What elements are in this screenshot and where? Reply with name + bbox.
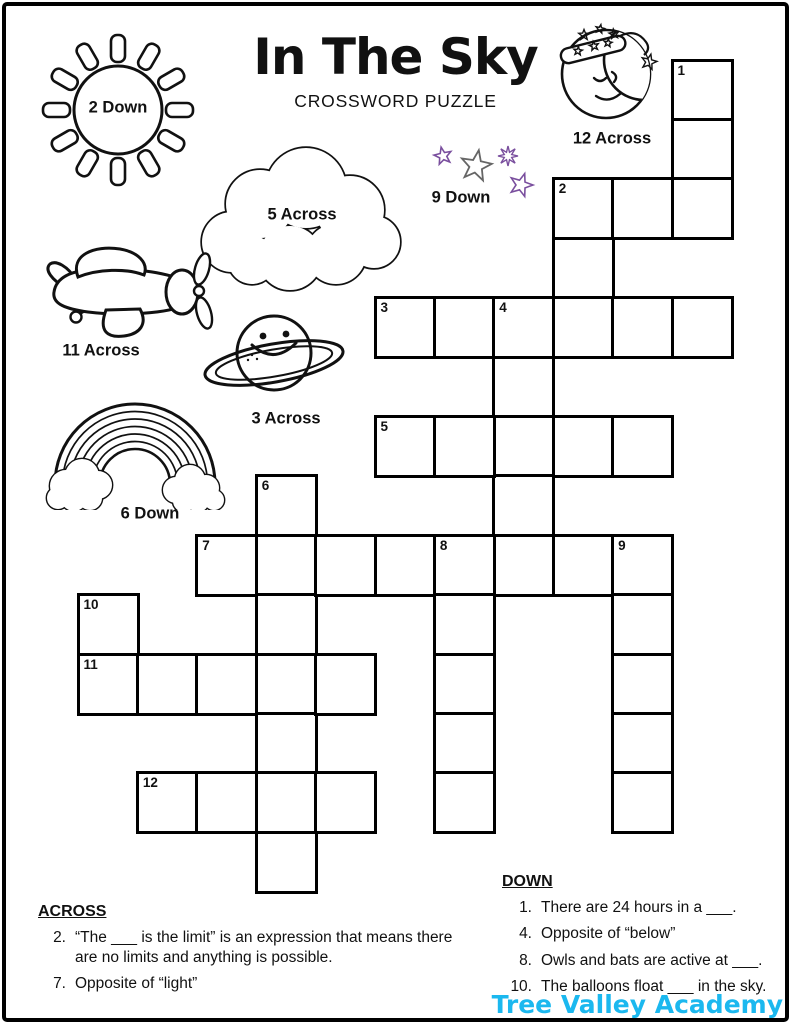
crossword-cell[interactable] bbox=[552, 296, 615, 359]
crossword-cell[interactable] bbox=[611, 593, 674, 656]
cell-number: 8 bbox=[439, 537, 448, 553]
crossword-cell[interactable] bbox=[492, 534, 555, 597]
clue-text: There are 24 hours in a ___. bbox=[541, 899, 737, 916]
airplane-illustration bbox=[36, 236, 224, 340]
brand: Tree Valley Academy bbox=[491, 990, 783, 1019]
cell-number: 7 bbox=[202, 537, 210, 553]
across-clues-section bbox=[38, 903, 474, 999]
crossword-cell[interactable] bbox=[314, 771, 377, 834]
stars-label: 9 Down bbox=[431, 188, 491, 207]
clue-text: Owls and bats are active at ___. bbox=[541, 951, 763, 969]
cell-number: 3 bbox=[380, 300, 389, 316]
crossword-cell[interactable] bbox=[492, 474, 555, 537]
crossword-cell[interactable] bbox=[492, 356, 555, 419]
clue-number: 8. bbox=[519, 951, 532, 969]
star-icon bbox=[511, 174, 533, 197]
cell-number: 4 bbox=[499, 300, 507, 316]
clue-number: 4. bbox=[519, 925, 532, 943]
clue-number: 10. bbox=[510, 977, 532, 995]
crossword-cell[interactable] bbox=[433, 653, 496, 716]
rainbow-illustration bbox=[38, 388, 233, 510]
crossword-cell[interactable] bbox=[433, 415, 496, 478]
page-title: In The Sky bbox=[253, 28, 538, 86]
crossword-cell[interactable] bbox=[611, 296, 674, 359]
crossword-cell[interactable] bbox=[255, 593, 318, 656]
crossword-cell[interactable] bbox=[552, 534, 615, 597]
clue-text: “The ___ is the limit” is an expression that means there are no limits and anything is possible. bbox=[75, 929, 453, 966]
crossword-cell[interactable] bbox=[433, 593, 496, 656]
crossword-cell[interactable] bbox=[255, 831, 318, 894]
clue-number: 7. bbox=[53, 974, 66, 992]
clue-item bbox=[502, 924, 788, 944]
crossword-cell[interactable] bbox=[671, 118, 734, 181]
crossword-cell[interactable] bbox=[492, 415, 555, 478]
crossword-cell[interactable] bbox=[611, 415, 674, 478]
cell-number: 2 bbox=[558, 181, 567, 197]
crossword-cell[interactable] bbox=[374, 534, 437, 597]
crossword-cell[interactable] bbox=[195, 771, 258, 834]
clue-text: The balloons float ___ in the sky. bbox=[541, 977, 767, 995]
clue-item bbox=[38, 974, 474, 994]
clue-number: 1. bbox=[519, 899, 532, 916]
crossword-cell[interactable] bbox=[255, 712, 318, 775]
crossword-cell[interactable] bbox=[195, 653, 258, 716]
cell-number: 5 bbox=[380, 418, 389, 434]
clue-text: Opposite of “below” bbox=[541, 925, 676, 943]
sun-label: 2 Down bbox=[88, 98, 148, 117]
clue-item bbox=[502, 951, 788, 971]
crossword-cell[interactable] bbox=[671, 296, 734, 359]
clue-item bbox=[38, 928, 474, 968]
moon-label: 12 Across bbox=[572, 129, 652, 148]
planet-label: 3 Across bbox=[251, 409, 321, 428]
cell-number: 9 bbox=[618, 537, 626, 553]
crossword-cell[interactable] bbox=[136, 653, 199, 716]
page-subtitle: CROSSWORD PUZZLE bbox=[294, 91, 497, 111]
moon-illustration bbox=[556, 20, 668, 128]
crossword-cell[interactable] bbox=[611, 653, 674, 716]
crossword-cell[interactable] bbox=[611, 712, 674, 775]
crossword-cell[interactable] bbox=[611, 771, 674, 834]
star-icon bbox=[462, 150, 492, 180]
crossword-cell[interactable] bbox=[671, 177, 734, 240]
clue-item bbox=[502, 898, 788, 918]
airplane-label: 11 Across bbox=[62, 341, 140, 360]
across-heading: ACROSS bbox=[38, 903, 107, 920]
crossword-cell[interactable] bbox=[433, 712, 496, 775]
cell-number: 12 bbox=[142, 775, 158, 791]
clue-text: Opposite of “light” bbox=[75, 974, 198, 992]
crossword-cell[interactable] bbox=[314, 653, 377, 716]
down-clue-list bbox=[502, 898, 788, 997]
clue-number: 2. bbox=[53, 929, 66, 946]
crossword-cell[interactable] bbox=[433, 296, 496, 359]
cloud-label: 5 Across bbox=[267, 205, 337, 224]
crossword-cell[interactable] bbox=[611, 177, 674, 240]
star-icon bbox=[498, 146, 518, 166]
down-heading: DOWN bbox=[502, 873, 553, 890]
crossword-cell[interactable] bbox=[255, 534, 318, 597]
across-clue-list bbox=[38, 928, 474, 993]
crossword-cell[interactable] bbox=[433, 771, 496, 834]
cell-number: 6 bbox=[261, 478, 270, 494]
crossword-cell[interactable] bbox=[552, 415, 615, 478]
down-clues-section bbox=[502, 873, 788, 1003]
rainbow-label: 6 Down bbox=[120, 504, 180, 523]
cell-number: 1 bbox=[677, 62, 686, 78]
crossword-cell[interactable] bbox=[552, 237, 615, 300]
crossword-cell[interactable] bbox=[255, 653, 318, 716]
star-icon bbox=[434, 147, 451, 164]
crossword-cell[interactable] bbox=[314, 534, 377, 597]
crossword-cell[interactable] bbox=[255, 771, 318, 834]
cell-number: 10 bbox=[83, 597, 99, 613]
cell-number: 11 bbox=[83, 656, 98, 672]
